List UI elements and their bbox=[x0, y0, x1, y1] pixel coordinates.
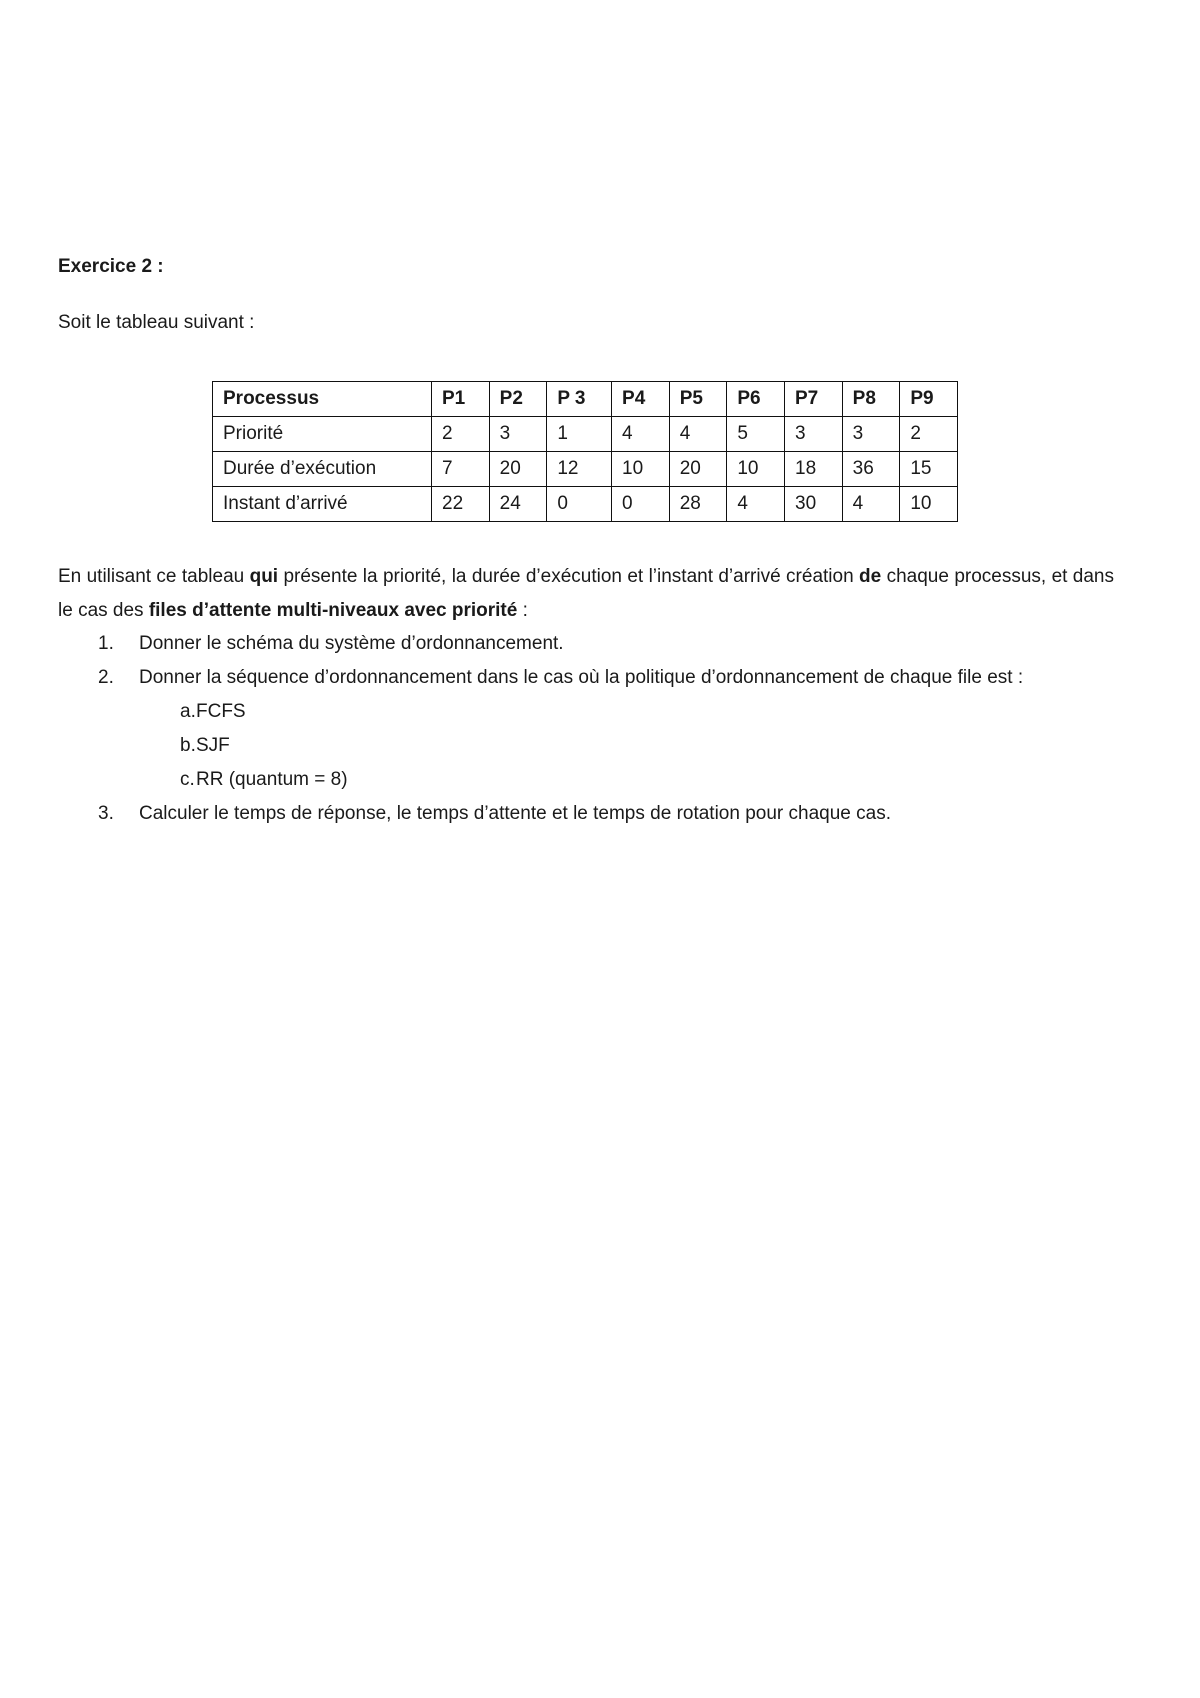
task-list bbox=[58, 627, 1114, 831]
table-cell: 24 bbox=[489, 487, 547, 522]
paragraph-text: présente la priorité, la durée d’exécution et l’instant d’arrivé création bbox=[278, 566, 860, 587]
table-cell: 4 bbox=[842, 487, 900, 522]
table-cell: 0 bbox=[612, 487, 670, 522]
paragraph-text: : bbox=[517, 600, 528, 621]
table-cell: 10 bbox=[900, 487, 958, 522]
paragraph-bold-text: de bbox=[859, 566, 882, 587]
paragraph-text: chaque processus, et dans le cas des bbox=[58, 566, 1114, 621]
table-row bbox=[213, 452, 958, 487]
table-cell: 0 bbox=[547, 487, 612, 522]
list-item-text: Donner le schéma du système d’ordonnancement. bbox=[139, 633, 564, 654]
table-row bbox=[213, 417, 958, 452]
table-row-label: Instant d’arrivé bbox=[213, 487, 432, 522]
sub-list-item-letter: c. bbox=[180, 769, 195, 790]
table-cell: 12 bbox=[547, 452, 612, 487]
table-header-cell: P7 bbox=[785, 382, 843, 417]
sub-list-item-text: FCFS bbox=[196, 701, 246, 722]
sub-list-item-letter: b. bbox=[180, 735, 196, 756]
table-header-cell: Processus bbox=[213, 382, 432, 417]
table-cell: 3 bbox=[489, 417, 547, 452]
table-header-cell: P4 bbox=[612, 382, 670, 417]
list-item-text: Donner la séquence d’ordonnancement dans le cas où la politique d’ordonnancement de chaque file est : bbox=[139, 667, 1024, 688]
table-cell: 28 bbox=[669, 487, 727, 522]
table-cell: 7 bbox=[432, 452, 490, 487]
sub-list-item-letter: a. bbox=[180, 701, 196, 722]
table-header-cell: P2 bbox=[489, 382, 547, 417]
table-row-label: Durée d’exécution bbox=[213, 452, 432, 487]
table-header-cell: P6 bbox=[727, 382, 785, 417]
table-header-cell: P9 bbox=[900, 382, 958, 417]
table-header-cell: P 3 bbox=[547, 382, 612, 417]
sub-list-item-text: SJF bbox=[196, 735, 230, 756]
table-cell: 4 bbox=[669, 417, 727, 452]
table-header-cell: P8 bbox=[842, 382, 900, 417]
table-cell: 10 bbox=[727, 452, 785, 487]
list-item bbox=[58, 661, 1114, 797]
table-cell: 18 bbox=[785, 452, 843, 487]
table-cell: 4 bbox=[727, 487, 785, 522]
table-cell: 30 bbox=[785, 487, 843, 522]
list-item-number: 1. bbox=[98, 633, 114, 654]
list-item bbox=[58, 627, 1114, 661]
sub-list-item bbox=[139, 729, 1114, 763]
table-header-cell: P5 bbox=[669, 382, 727, 417]
sub-list-item bbox=[139, 763, 1114, 797]
paragraph-text: En utilisant ce tableau bbox=[58, 566, 250, 587]
exercise-title: Exercice 2 : bbox=[58, 256, 164, 277]
table-cell: 22 bbox=[432, 487, 490, 522]
table-cell: 2 bbox=[900, 417, 958, 452]
list-item bbox=[58, 797, 1114, 831]
table-cell: 20 bbox=[669, 452, 727, 487]
subtask-list bbox=[139, 695, 1114, 797]
table-header-row bbox=[213, 382, 958, 417]
table-cell: 4 bbox=[612, 417, 670, 452]
table-cell: 3 bbox=[785, 417, 843, 452]
exercise-intro: Soit le tableau suivant : bbox=[58, 312, 255, 333]
table-row bbox=[213, 487, 958, 522]
table-cell: 36 bbox=[842, 452, 900, 487]
list-item-text: Calculer le temps de réponse, le temps d’attente et le temps de rotation pour chaque cas. bbox=[139, 803, 891, 824]
paragraph-bold-text: qui bbox=[249, 566, 279, 587]
table-cell: 3 bbox=[842, 417, 900, 452]
table-cell: 15 bbox=[900, 452, 958, 487]
table-cell: 10 bbox=[612, 452, 670, 487]
list-item-number: 2. bbox=[98, 667, 114, 688]
sub-list-item-text: RR (quantum = 8) bbox=[196, 769, 348, 790]
table-cell: 20 bbox=[489, 452, 547, 487]
table-cell: 2 bbox=[432, 417, 490, 452]
paragraph-bold-text: files d’attente multi-niveaux avec priorité bbox=[148, 600, 518, 621]
process-table bbox=[212, 381, 958, 522]
table-cell: 5 bbox=[727, 417, 785, 452]
table-header-cell: P1 bbox=[432, 382, 490, 417]
list-item-number: 3. bbox=[98, 803, 114, 824]
instructions-paragraph bbox=[58, 560, 1114, 628]
sub-list-item bbox=[139, 695, 1114, 729]
table-cell: 1 bbox=[547, 417, 612, 452]
table-row-label: Priorité bbox=[213, 417, 432, 452]
